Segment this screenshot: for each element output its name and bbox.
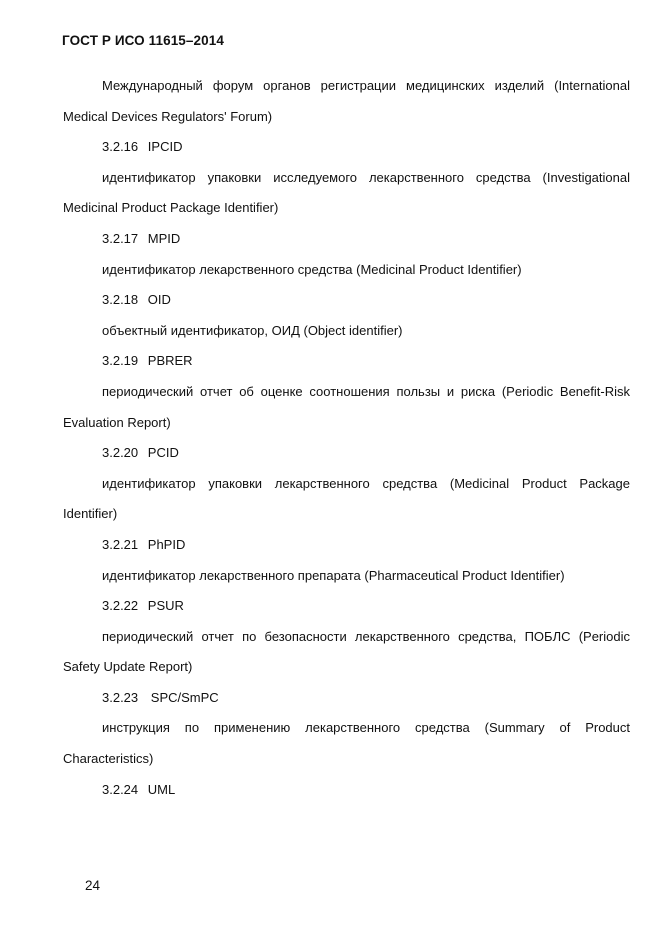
term-abbreviation: PCID <box>147 445 179 461</box>
definition-line: объектный идентификатор, ОИД (Object identifier) <box>102 322 403 338</box>
term-abbreviation: PSUR <box>147 598 184 614</box>
term-number: 3.2.18 <box>102 292 139 308</box>
term-abbreviation: SPC/SmPC <box>150 689 219 705</box>
term-heading <box>63 285 630 316</box>
definition-line: Международный форум органов регистрации медицинских изделий (International <box>102 78 630 93</box>
definition-line: периодический отчет по безопасности лекарственного средства, ПОБЛС (Periodic <box>102 628 630 644</box>
definition-continuation: Identifier) <box>63 506 118 522</box>
definition-line: идентификатор лекарственного средства (Medicinal Product Identifier) <box>102 261 522 277</box>
definition-line: идентификатор упаковки исследуемого лекарственного средства (Investigational <box>102 169 630 185</box>
term-number: 3.2.16 <box>102 139 139 155</box>
definition-continuation: Medical Devices Regulators' Forum) <box>63 108 273 124</box>
term-number: 3.2.20 <box>102 445 139 461</box>
term-number: 3.2.22 <box>102 598 139 614</box>
document-header: ГОСТ Р ИСО 11615–2014 <box>62 33 224 48</box>
definition-continuation: Evaluation Report) <box>63 414 171 430</box>
term-abbreviation: UML <box>147 781 176 797</box>
definition-continuation: Characteristics) <box>63 751 154 767</box>
term-heading <box>63 132 630 163</box>
term-heading <box>63 775 630 806</box>
term-heading <box>63 438 630 469</box>
term-heading <box>63 530 630 561</box>
definition-line: инструкция по применению лекарственного средства (Summary of Product <box>102 720 630 736</box>
term-number: 3.2.17 <box>102 230 139 246</box>
definition-line: идентификатор упаковки лекарственного средства (Medicinal Product Package <box>102 475 630 491</box>
term-abbreviation: MPID <box>147 230 181 246</box>
term-number: 3.2.24 <box>102 781 139 797</box>
page-number: 24 <box>85 878 101 893</box>
term-heading <box>63 224 630 255</box>
term-number: 3.2.21 <box>102 536 139 552</box>
definition-continuation: Safety Update Report) <box>63 659 193 675</box>
term-heading <box>63 683 630 714</box>
definition-line: периодический отчет об оценке соотношения пользы и риска (Periodic Benefit-Risk <box>102 383 630 399</box>
term-abbreviation: OID <box>147 292 171 308</box>
term-abbreviation: IPCID <box>147 139 183 155</box>
term-number: 3.2.19 <box>102 353 139 369</box>
document-body <box>63 71 630 805</box>
definition-line: идентификатор лекарственного препарата (Pharmaceutical Product Identifier) <box>102 567 565 583</box>
definition-continuation: Medicinal Product Package Identifier) <box>63 200 279 216</box>
term-abbreviation: PBRER <box>147 353 193 369</box>
term-abbreviation: PhPID <box>147 536 186 552</box>
term-number: 3.2.23 <box>102 689 139 705</box>
term-heading <box>63 591 630 622</box>
term-heading <box>63 346 630 377</box>
